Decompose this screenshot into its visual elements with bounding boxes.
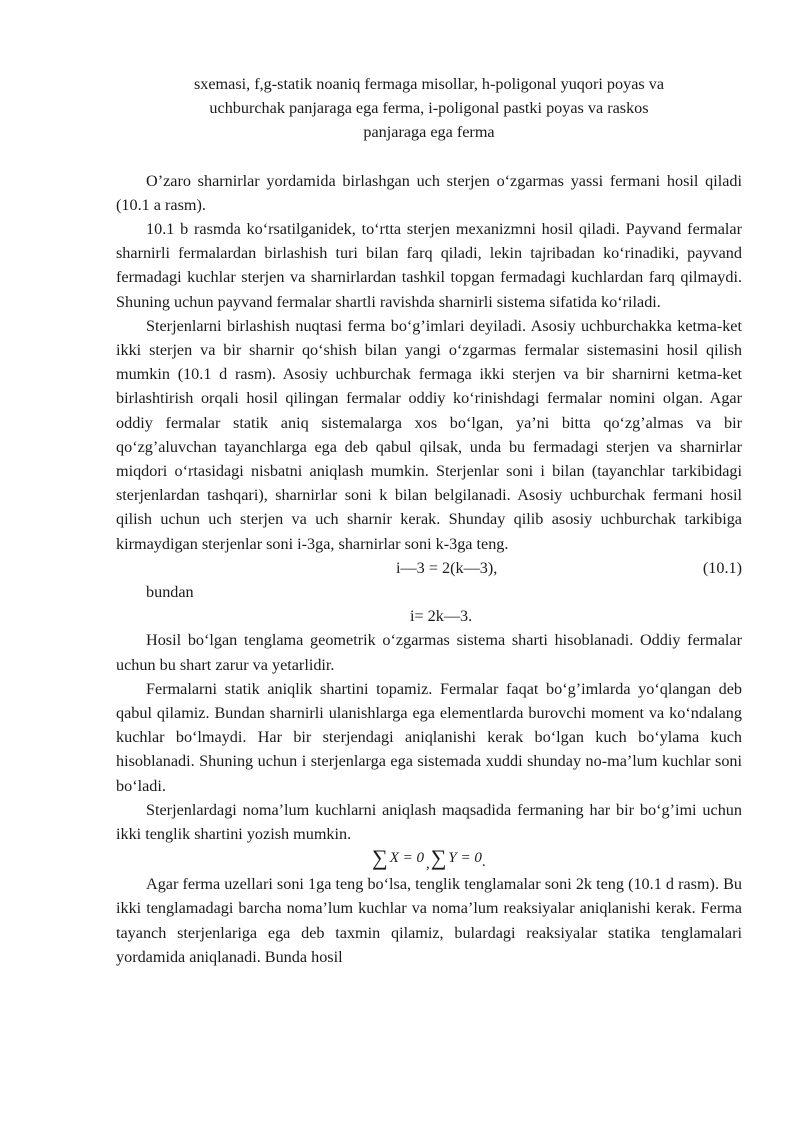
connective-word: bundan	[146, 583, 194, 602]
paragraph: Hosil bo‘lgan tenglama geometrik o‘zgarmas sistema sharti hisoblanadi. Oddiy fermalar uchun bu shart zarur va yetarlidir.	[116, 631, 742, 674]
caption-line: panjaraga ega ferma	[363, 123, 495, 142]
paragraph: Agar ferma uzellari soni 1ga teng bo‘lsa, tenglik tenglamalar soni 2k teng (10.1 d rasm). Bu ikki tenglamadagi barcha noma’lum kuchlar va noma’lum reaksiyalar aniqlanishi kerak. Ferma tayanch sterjenlariga ega deb taxmin qilamiz, bulardagi reaksiyalar statika tenglamalari yordamida aniqlanadi. Bunda hosil	[116, 875, 742, 966]
paragraph: Fermalarni statik aniqlik shartini topamiz. Fermalar faqat bo‘g’imlarda yo‘qlangan deb qabul qilamiz. Bundan sharnirli ulanishlarga ega elementlarda burovchi moment va ko‘ndalang kuchlar bo‘lmaydi. Har bir sterjendagi aniqlanishi kerak bo‘lgan kuch bo‘ylama kuch hisoblanadi. Shuning uchun i sterjenlarga ega sistemada xuddi shunday no-ma’lum kuchlar soni bo‘ladi.	[116, 679, 742, 795]
sum-symbol: ∑	[430, 845, 447, 871]
paragraph: Sterjenlarni birlashish nuqtasi ferma bo‘g’imlari deyiladi. Asosiy uchburchakka ketma-ket ikki sterjen va bir sharnir qo‘shish bilan yangi o‘zgarmas fermalar sistemasini hosil qilish mumkin (10.1 d rasm). Asosiy uchburchak fermaga ikki sterjen va bir sharnirni ketma-ket birlashtirish orqali hosil qilingan fermalar oddiy ko‘rinishdagi fermalar nomini olgan. Agar oddiy fermalar statik aniq sistemalarga xos bo‘lgan, ya’ni bitta qo‘zg’almas va bir qo‘zg’aluvchan tayanchlarga ega deb qabul qilsak, unda bu fermadagi sterjen va sharnirlar miqdori o‘rtasidagi nisbatni aniqlash mumkin. Sterjenlar soni i bilan (tayanchlar tarkibidagi sterjenlardan tashqari), sharnirlar soni k bilan belgilanadi. Asosiy uchburchak fermani hosil qilish uchun uch sterjen va uch sharnir kerak. Shunday qilib asosiy uchburchak tarkibiga kirmaydigan sterjenlar soni i-3ga, sharnirlar soni k-3ga teng.	[116, 316, 742, 553]
equation-number: (10.1)	[702, 558, 742, 577]
sum-x-equation: X = 0	[389, 850, 424, 867]
equation-result	[116, 604, 742, 628]
equation-text: i—3 = 2(k—3),	[396, 558, 498, 577]
equation-10-1	[116, 556, 742, 580]
formula-separator: ,	[425, 856, 430, 873]
sum-symbol: ∑	[372, 845, 388, 871]
paragraph: 10.1 b rasmda ko‘rsatilganidek, to‘rtta sterjen mexanizmni hosil qiladi. Payvand fermalar sharnirli fermalardan birlashish turi bilan farq qiladi, lekin tajribadan ko‘rinadiki, payvand fermadagi kuchlar sterjen va sharnirlardan tashkil topgan fermadagi kuchlardan farq qilmaydi. Shuning uchun payvand fermalar shartli ravishda sharnirli sistema sifatida ko‘riladi.	[116, 220, 742, 311]
paragraph: Sterjenlardagi noma’lum kuchlarni aniqlash maqsadida fermaning har bir bo‘g’imi uchun ikki tenglik shartini yozish mumkin.	[116, 800, 742, 844]
equation-text: i= 2k—3.	[410, 607, 473, 626]
sum-formula	[372, 846, 486, 876]
caption-line: sxemasi, f,g-statik noaniq fermaga misollar, h-poligonal yuqori poyas va	[193, 75, 665, 93]
equilibrium-equations	[116, 846, 742, 872]
sum-y-equation: Y = 0	[448, 850, 482, 867]
figure-caption	[116, 72, 742, 145]
document-page	[116, 72, 742, 969]
paragraph: O’zaro sharnirlar yordamida birlashgan uch sterjen o‘zgarmas yassi fermani hosil qiladi (10.1 a rasm).	[116, 171, 742, 214]
formula-end: .	[481, 854, 486, 871]
caption-line: uchburchak panjaraga ega ferma, i-poligonal pastki poyas va raskos	[209, 99, 649, 118]
